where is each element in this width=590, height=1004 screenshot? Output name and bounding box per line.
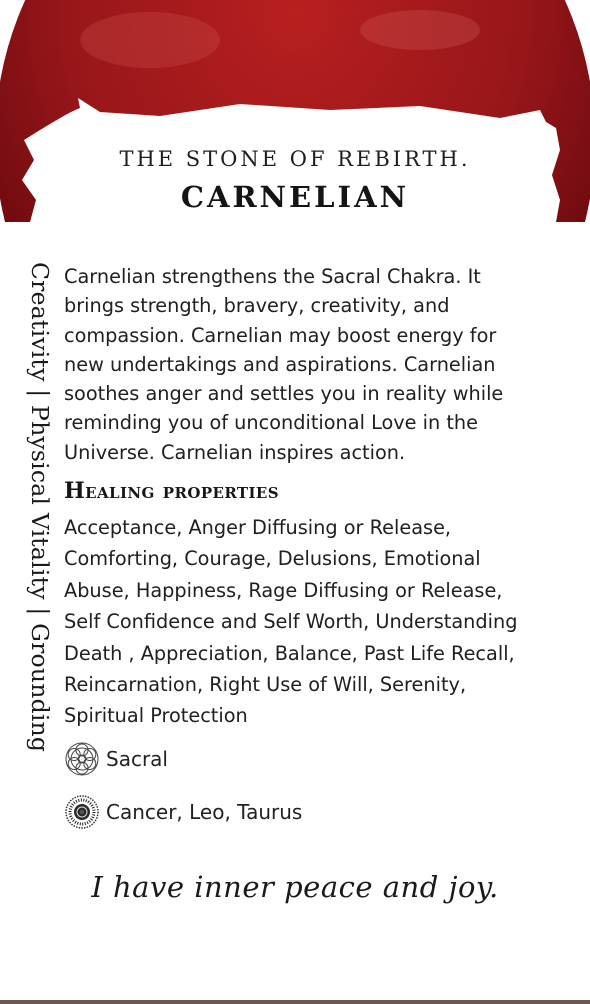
- stone-subtitle: THE STONE OF REBIRTH.: [119, 147, 471, 171]
- side-keywords: Creativity | Physical Vitality | Grounding: [26, 262, 54, 753]
- affirmation-text: I have inner peace and joy.: [91, 870, 499, 904]
- stone-description: Carnelian strengthens the Sacral Chakra. It brings strength, bravery, creativity, and compassion. Carnelian may boost energy for new undertakings and aspirations. Carnelian soothes anger and settles you in reality while reminding you of unconditional Love in the Universe. Carnelian inspires action.: [64, 265, 504, 464]
- zodiac-mandala-icon: [64, 794, 100, 830]
- hero-banner: [0, 0, 590, 222]
- zodiac-row: [64, 794, 302, 830]
- stone-title: CARNELIAN: [180, 180, 410, 214]
- chakra-flower-icon: [64, 741, 100, 777]
- healing-text: Acceptance, Anger Diffusing or Release, Comforting, Courage, Delusions, Emotional Abuse, Happiness, Rage Diffusing or Release, Self Confidence and Self Worth, Understanding Death , Appreciation, Balance, Past Life Recall, Reincarnation, Right Use of Will, Serenity, Spiritual Protection: [64, 516, 518, 728]
- chakra-row: [64, 741, 168, 777]
- healing-heading: Healing properties: [64, 478, 279, 504]
- chakra-label: Sacral: [106, 747, 168, 771]
- bottom-edge: [0, 1000, 590, 1004]
- zodiac-label: Cancer, Leo, Taurus: [106, 800, 303, 824]
